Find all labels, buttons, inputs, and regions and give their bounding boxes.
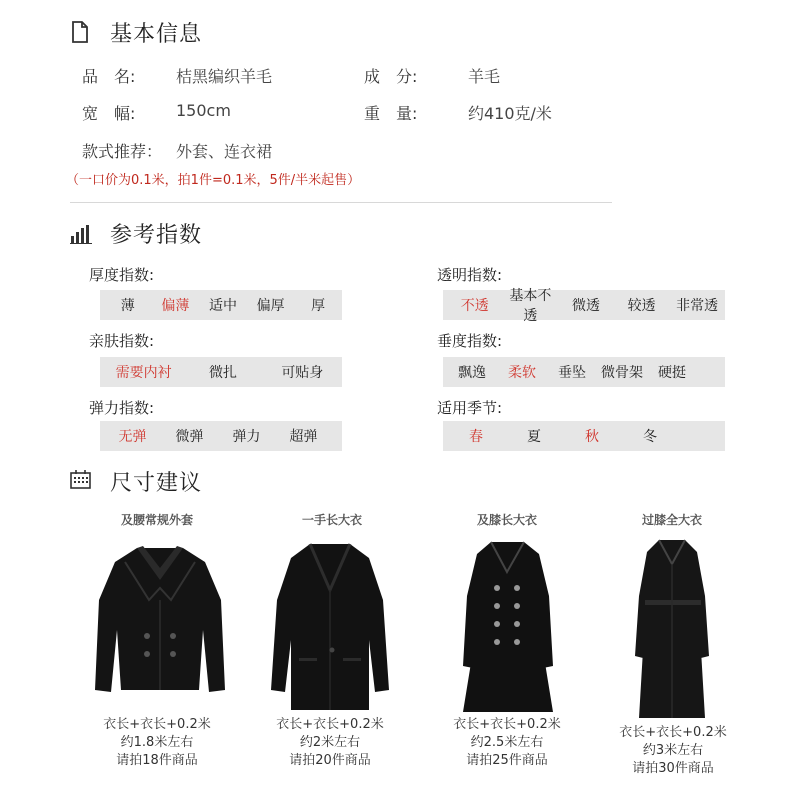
reference-index-title: 参考指数 bbox=[110, 223, 203, 248]
size-line1-full: 衣长+衣长+0.2米 bbox=[619, 725, 727, 740]
season-index-bar bbox=[443, 421, 725, 451]
size-line3-hand: 请拍20件商品 bbox=[289, 753, 371, 768]
elastic-index-label: 弹力指数: bbox=[89, 399, 155, 417]
short-jacket-image bbox=[85, 540, 235, 710]
size-line3-knee: 请拍25件商品 bbox=[466, 753, 548, 768]
section-divider bbox=[70, 202, 612, 203]
skin-option-2: 微扎 bbox=[208, 365, 237, 381]
style-value: 外套、连衣裙 bbox=[176, 142, 273, 161]
weight-label: 重 量: bbox=[364, 104, 418, 123]
size-line1-waist: 衣长+衣长+0.2米 bbox=[103, 717, 211, 732]
document-icon bbox=[70, 20, 90, 44]
size-line2-waist: 约1.8米左右 bbox=[120, 735, 194, 750]
elastic-option-4: 超弹 bbox=[289, 429, 318, 445]
bar-chart-icon bbox=[70, 224, 94, 244]
elastic-option-1: 无弹 bbox=[118, 429, 147, 445]
name-value: 桔黑编织羊毛 bbox=[176, 67, 273, 86]
blazer-image bbox=[265, 540, 395, 720]
skin-option-1: 需要内衬 bbox=[115, 365, 172, 381]
size-line2-knee: 约2.5米左右 bbox=[470, 735, 544, 750]
size-line2-hand: 约2米左右 bbox=[299, 735, 361, 750]
width-value: 150cm bbox=[176, 101, 231, 120]
size-line1-hand: 衣长+衣长+0.2米 bbox=[276, 717, 384, 732]
long-coat-image bbox=[625, 536, 720, 721]
width-label: 宽 幅: bbox=[82, 104, 136, 123]
skin-index-bar bbox=[100, 357, 342, 387]
transparency-option-4: 较透 bbox=[627, 298, 656, 314]
drape-option-2: 柔软 bbox=[508, 365, 536, 381]
composition-label: 成 分: bbox=[364, 67, 418, 86]
elastic-option-3: 弹力 bbox=[232, 429, 261, 445]
transparency-option-3: 微透 bbox=[571, 298, 600, 314]
coat-title-waist: 及腰常规外套 bbox=[120, 513, 193, 527]
transparency-option-2: 基本不透 bbox=[509, 288, 552, 324]
drape-option-4: 微骨架 bbox=[601, 365, 643, 381]
coat-title-full: 过膝全大衣 bbox=[641, 513, 702, 527]
drape-option-1: 飘逸 bbox=[458, 365, 486, 381]
thickness-option-5: 厚 bbox=[311, 298, 326, 314]
transparency-option-5: 非常透 bbox=[676, 298, 719, 314]
season-option-2: 夏 bbox=[527, 429, 541, 445]
weight-value: 约410克/米 bbox=[468, 104, 552, 123]
transparency-index-label: 透明指数: bbox=[437, 266, 503, 284]
thickness-index-label: 厚度指数: bbox=[89, 266, 155, 284]
thickness-index-bar bbox=[100, 290, 342, 320]
size-line3-full: 请拍30件商品 bbox=[632, 761, 714, 776]
season-option-4: 冬 bbox=[643, 429, 657, 445]
size-line1-knee: 衣长+衣长+0.2米 bbox=[453, 717, 561, 732]
grid-icon bbox=[70, 470, 92, 490]
size-line2-full: 约3米左右 bbox=[642, 743, 704, 758]
size-line3-waist: 请拍18件商品 bbox=[116, 753, 198, 768]
drape-option-5: 硬挺 bbox=[658, 365, 686, 381]
coat-title-hand: 一手长大衣 bbox=[301, 513, 362, 527]
season-option-3: 秋 bbox=[585, 429, 599, 445]
drape-option-3: 垂坠 bbox=[558, 365, 586, 381]
thickness-option-4: 偏厚 bbox=[256, 298, 285, 314]
composition-value: 羊毛 bbox=[468, 67, 501, 86]
season-option-1: 春 bbox=[469, 429, 483, 445]
thickness-option-1: 薄 bbox=[120, 298, 135, 314]
transparency-index-bar bbox=[443, 288, 725, 324]
season-index-label: 适用季节: bbox=[437, 399, 503, 417]
skin-index-label: 亲肤指数: bbox=[89, 332, 155, 350]
elastic-option-2: 微弹 bbox=[175, 429, 204, 445]
size-suggestion-title: 尺寸建议 bbox=[110, 471, 203, 496]
drape-index-bar bbox=[443, 357, 725, 387]
skin-option-3: 可贴身 bbox=[281, 365, 324, 381]
thickness-option-2: 偏薄 bbox=[161, 298, 190, 314]
price-note: （一口价为0.1米，拍1件=0.1米，5件/半米起售） bbox=[66, 173, 361, 188]
elastic-index-bar bbox=[100, 421, 342, 451]
knee-coat-image bbox=[455, 536, 560, 716]
transparency-option-1: 不透 bbox=[460, 298, 489, 314]
coat-title-knee: 及膝长大衣 bbox=[476, 513, 537, 527]
name-label: 品 名: bbox=[82, 67, 136, 86]
basic-info-title: 基本信息 bbox=[110, 22, 203, 47]
style-label: 款式推荐： bbox=[82, 142, 163, 161]
thickness-option-3: 适中 bbox=[208, 298, 237, 314]
drape-index-label: 垂度指数: bbox=[437, 332, 503, 350]
